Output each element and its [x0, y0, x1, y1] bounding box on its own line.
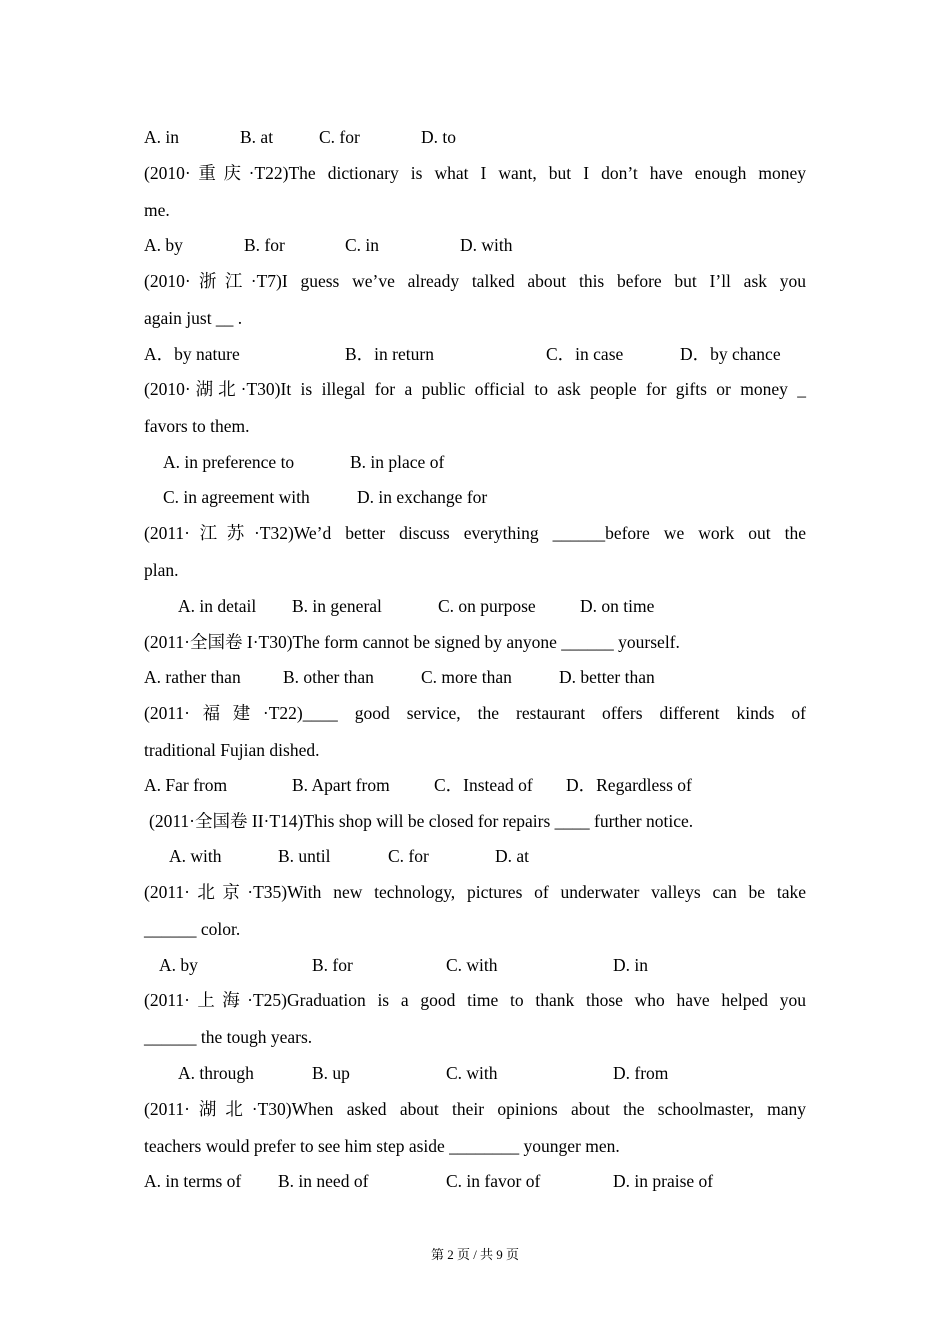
option-d: D．Regardless of	[566, 775, 692, 795]
option-c: C. for	[388, 846, 429, 866]
question-stem: traditional Fujian dished.	[144, 740, 320, 760]
option-b: B. until	[278, 846, 331, 866]
page-footer: 第 2 页 / 共 9 页	[430, 1247, 520, 1262]
question-stem: (2011·上海·T25)Graduation is a good time to thank those who have helped you	[144, 990, 806, 1010]
option-b: B. for	[244, 235, 285, 255]
question-stem: (2010·重庆·T22)The dictionary is what I want, but I don’t have enough money	[144, 163, 806, 183]
question-stem: favors to them.	[144, 416, 250, 436]
option-b: B. for	[312, 955, 353, 975]
question-stem: (2011·全国卷 I·T30)The form cannot be signed by anyone ______ yourself.	[144, 632, 680, 652]
option-d: D. to	[421, 127, 456, 147]
question-stem: ______ color.	[144, 919, 241, 939]
question-stem: (2011·福建·T22)____ good service, the restaurant offers different kinds of	[144, 703, 806, 723]
question-stem: (2011·北京·T35)With new technology, pictures of underwater valleys can be take	[144, 882, 806, 902]
option-a: A. by	[144, 235, 183, 255]
question-stem: (2011·湖北·T30)When asked about their opinions about the schoolmaster, many	[144, 1099, 806, 1119]
option-a: A. in	[144, 127, 179, 147]
option-c: C. with	[446, 1063, 498, 1083]
option-b: B. at	[240, 127, 274, 147]
option-d: D．by chance	[680, 344, 781, 364]
option-b: B. Apart from	[292, 775, 390, 795]
option-b: B. in need of	[278, 1171, 369, 1191]
option-c: C. in favor of	[446, 1171, 541, 1191]
option-c: C. with	[446, 955, 498, 975]
question-stem: plan.	[144, 560, 179, 580]
question-stem: again just __ .	[144, 308, 243, 328]
option-c: C. on purpose	[438, 596, 536, 616]
option-c: C. in	[345, 235, 380, 255]
option-a: A. through	[178, 1063, 254, 1083]
question-stem: teachers would prefer to see him step aside ________ younger men.	[144, 1136, 620, 1156]
option-c: C．in case	[546, 344, 624, 364]
option-a: A. by	[159, 955, 198, 975]
option-b: B．in return	[345, 344, 434, 364]
option-d: D. better than	[559, 667, 655, 687]
question-stem: me.	[144, 200, 170, 220]
option-a: A. in preference to	[163, 452, 295, 472]
option-c: C. for	[319, 127, 360, 147]
option-d: D. from	[613, 1063, 669, 1083]
option-c: C. in agreement with	[163, 487, 310, 507]
question-stem: (2011·全国卷 II·T14)This shop will be closed for repairs ____ further notice.	[149, 811, 694, 831]
option-b: B. in general	[292, 596, 382, 616]
option-d: D. in praise of	[613, 1171, 714, 1191]
option-c: C. more than	[421, 667, 512, 687]
option-d: D. at	[495, 846, 530, 866]
option-a: A. in detail	[178, 596, 257, 616]
option-d: D. on time	[580, 596, 655, 616]
option-b: B. in place of	[350, 452, 445, 472]
question-stem: (2010·湖北·T30)It is illegal for a public official to ask people for gifts or money _	[144, 379, 806, 399]
option-a: A. Far from	[144, 775, 228, 795]
option-d: D. in	[613, 955, 648, 975]
question-stem: (2011·江苏·T32)We’d better discuss everything ______before we work out the	[144, 523, 806, 543]
option-c: C．Instead of	[434, 775, 533, 795]
option-d: D. in exchange for	[357, 487, 488, 507]
option-d: D. with	[460, 235, 513, 255]
option-b: B. up	[312, 1063, 350, 1083]
option-a: A．by nature	[144, 344, 240, 364]
option-b: B. other than	[283, 667, 374, 687]
option-a: A. in terms of	[144, 1171, 242, 1191]
question-stem: ______ the tough years.	[144, 1027, 313, 1047]
question-stem: (2010·浙江·T7)I guess we’ve already talked about this before but I’ll ask you	[144, 271, 806, 291]
option-a: A. with	[169, 846, 222, 866]
option-a: A. rather than	[144, 667, 241, 687]
